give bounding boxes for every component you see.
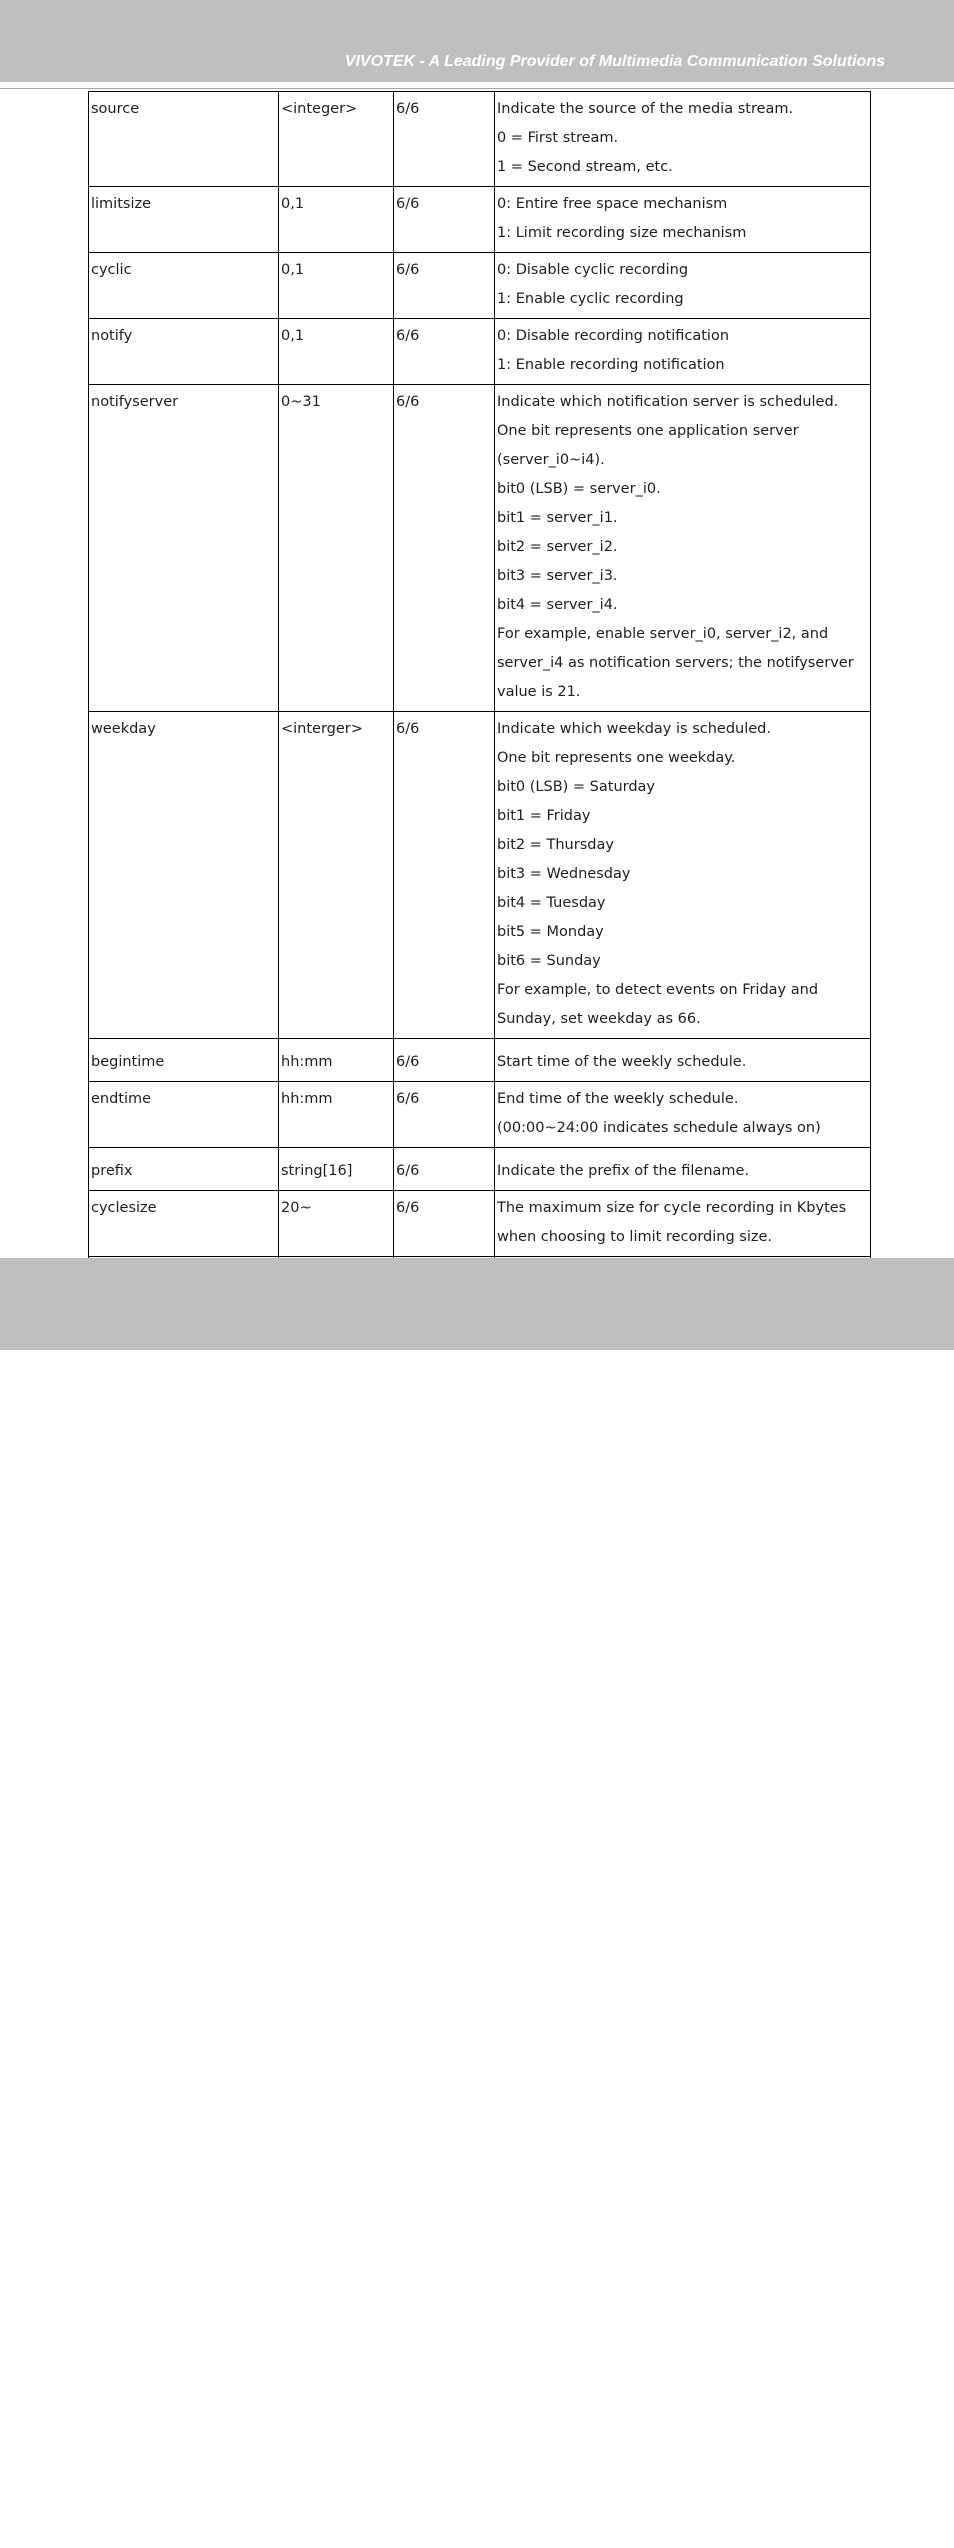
parameter-description-cell xyxy=(495,1082,871,1148)
parameter-description-cell xyxy=(495,253,871,319)
parameter-security-cell xyxy=(394,1082,495,1148)
parameter-name-text: source xyxy=(91,101,140,117)
description-line: server_i4 as notification servers; the notifyserver xyxy=(497,655,854,671)
parameter-name-cell xyxy=(89,1191,279,1257)
parameter-value-cell xyxy=(279,1082,394,1148)
description-line: bit0 (LSB) = Saturday xyxy=(497,779,656,795)
parameter-value-cell xyxy=(279,187,394,253)
parameter-value-text: <integer> xyxy=(281,101,358,117)
parameter-name-cell xyxy=(89,1082,279,1148)
table-row xyxy=(89,1082,871,1148)
table-row xyxy=(89,385,871,712)
parameter-security-text: 6/6 xyxy=(396,721,420,737)
description-line: when choosing to limit recording size. xyxy=(497,1229,773,1245)
parameter-value-cell xyxy=(279,1148,394,1191)
table-row xyxy=(89,1039,871,1082)
description-line: 1: Enable cyclic recording xyxy=(497,291,684,307)
description-line: bit3 = server_i3. xyxy=(497,568,618,584)
parameter-name-text: begintime xyxy=(91,1054,165,1070)
parameter-name-cell xyxy=(89,385,279,712)
parameter-name-text: notifyserver xyxy=(91,394,179,410)
parameter-value-text: 20~ xyxy=(281,1200,312,1216)
description-line: Sunday, set weekday as 66. xyxy=(497,1011,701,1027)
description-line: The maximum size for cycle recording in Kbytes xyxy=(497,1200,847,1216)
parameter-name-text: endtime xyxy=(91,1091,152,1107)
parameter-value-cell xyxy=(279,1039,394,1082)
description-line: 0 = First stream. xyxy=(497,130,619,146)
parameter-security-text: 6/6 xyxy=(396,262,420,278)
description-line: (server_i0~i4). xyxy=(497,452,605,468)
table-row xyxy=(89,92,871,187)
parameter-security-cell xyxy=(394,1148,495,1191)
parameter-name-text: limitsize xyxy=(91,196,152,212)
description-line: 1: Enable recording notification xyxy=(497,357,725,373)
description-line: bit5 = Monday xyxy=(497,924,604,940)
parameter-description-cell xyxy=(495,712,871,1039)
parameter-security-text: 6/6 xyxy=(396,1091,420,1107)
parameter-value-text: 0,1 xyxy=(281,262,305,278)
description-line: For example, to detect events on Friday and xyxy=(497,982,819,998)
table-row xyxy=(89,1191,871,1257)
description-line: bit0 (LSB) = server_i0. xyxy=(497,481,661,497)
description-line: bit4 = server_i4. xyxy=(497,597,618,613)
description-line: bit6 = Sunday xyxy=(497,953,601,969)
description-line: Indicate the prefix of the filename. xyxy=(497,1163,750,1179)
parameter-value-cell xyxy=(279,712,394,1039)
parameter-name-text: notify xyxy=(91,328,133,344)
parameter-name-text: weekday xyxy=(91,721,156,737)
parameter-name-cell xyxy=(89,1039,279,1082)
parameter-security-cell xyxy=(394,1191,495,1257)
parameter-security-text: 6/6 xyxy=(396,1163,420,1179)
description-line: Indicate which notification server is scheduled. xyxy=(497,394,839,410)
description-line: value is 21. xyxy=(497,684,581,700)
parameter-value-cell xyxy=(279,1191,394,1257)
description-line: 1: Limit recording size mechanism xyxy=(497,225,747,241)
table-row xyxy=(89,319,871,385)
parameter-description-cell xyxy=(495,1039,871,1082)
parameter-security-cell xyxy=(394,92,495,187)
parameter-description-cell xyxy=(495,187,871,253)
parameter-security-cell xyxy=(394,712,495,1039)
parameter-security-text: 6/6 xyxy=(396,328,420,344)
parameter-name-text: cyclesize xyxy=(91,1200,157,1216)
parameter-security-cell xyxy=(394,1039,495,1082)
description-line: 0: Disable recording notification xyxy=(497,328,730,344)
parameter-value-text: 0,1 xyxy=(281,328,305,344)
description-line: Start time of the weekly schedule. xyxy=(497,1054,747,1070)
description-line: bit4 = Tuesday xyxy=(497,895,606,911)
parameter-table xyxy=(88,91,871,1323)
description-line: Indicate which weekday is scheduled. xyxy=(497,721,771,737)
description-line: One bit represents one application server xyxy=(497,423,799,439)
footer-page-label: User's Manual - 113 xyxy=(763,2532,887,2548)
description-line: One bit represents one weekday. xyxy=(497,750,736,766)
parameter-security-cell xyxy=(394,253,495,319)
parameter-name-text: cyclic xyxy=(91,262,132,278)
page-footer xyxy=(0,1258,954,2548)
table-row xyxy=(89,1148,871,1191)
description-line: End time of the weekly schedule. xyxy=(497,1091,739,1107)
parameter-name-cell xyxy=(89,187,279,253)
table-row xyxy=(89,253,871,319)
parameter-description-cell xyxy=(495,92,871,187)
parameter-value-text: 0~31 xyxy=(281,394,321,410)
description-line: 0: Disable cyclic recording xyxy=(497,262,689,278)
parameter-value-text: <interger> xyxy=(281,721,363,737)
header-divider xyxy=(0,88,954,89)
parameter-description-cell xyxy=(495,1191,871,1257)
parameter-value-text: string[16] xyxy=(281,1163,353,1179)
parameter-name-cell xyxy=(89,253,279,319)
parameter-table-body xyxy=(89,92,871,1323)
description-line: (00:00~24:00 indicates schedule always on) xyxy=(497,1120,821,1136)
parameter-security-cell xyxy=(394,187,495,253)
description-line: 1 = Second stream, etc. xyxy=(497,159,673,175)
parameter-value-cell xyxy=(279,385,394,712)
description-line: bit3 = Wednesday xyxy=(497,866,631,882)
description-line: For example, enable server_i0, server_i2, and xyxy=(497,626,829,642)
parameter-security-text: 6/6 xyxy=(396,394,420,410)
parameter-value-text: hh:mm xyxy=(281,1091,333,1107)
description-line: bit2 = Thursday xyxy=(497,837,614,853)
parameter-security-text: 6/6 xyxy=(396,1200,420,1216)
parameter-name-text: prefix xyxy=(91,1163,133,1179)
table-row xyxy=(89,187,871,253)
parameter-value-cell xyxy=(279,253,394,319)
parameter-value-cell xyxy=(279,319,394,385)
parameter-name-cell xyxy=(89,1148,279,1191)
parameter-name-cell xyxy=(89,712,279,1039)
header-title: VIVOTEK - A Leading Provider of Multimedia Communication Solutions xyxy=(344,53,885,70)
parameter-value-cell xyxy=(279,92,394,187)
parameter-description-cell xyxy=(495,1148,871,1191)
parameter-security-text: 6/6 xyxy=(396,196,420,212)
parameter-security-text: 6/6 xyxy=(396,1054,420,1070)
description-line: 0: Entire free space mechanism xyxy=(497,196,728,212)
parameter-name-cell xyxy=(89,92,279,187)
parameter-security-cell xyxy=(394,385,495,712)
table-row xyxy=(89,712,871,1039)
description-line: bit1 = Friday xyxy=(497,808,591,824)
parameter-security-cell xyxy=(394,319,495,385)
parameter-description-cell xyxy=(495,385,871,712)
description-line: Indicate the source of the media stream. xyxy=(497,101,794,117)
description-line: bit1 = server_i1. xyxy=(497,510,618,526)
description-line: bit2 = server_i2. xyxy=(497,539,618,555)
parameter-value-text: hh:mm xyxy=(281,1054,333,1070)
page-header xyxy=(0,0,954,82)
parameter-value-text: 0,1 xyxy=(281,196,305,212)
parameter-name-cell xyxy=(89,319,279,385)
parameter-description-cell xyxy=(495,319,871,385)
parameter-security-text: 6/6 xyxy=(396,101,420,117)
